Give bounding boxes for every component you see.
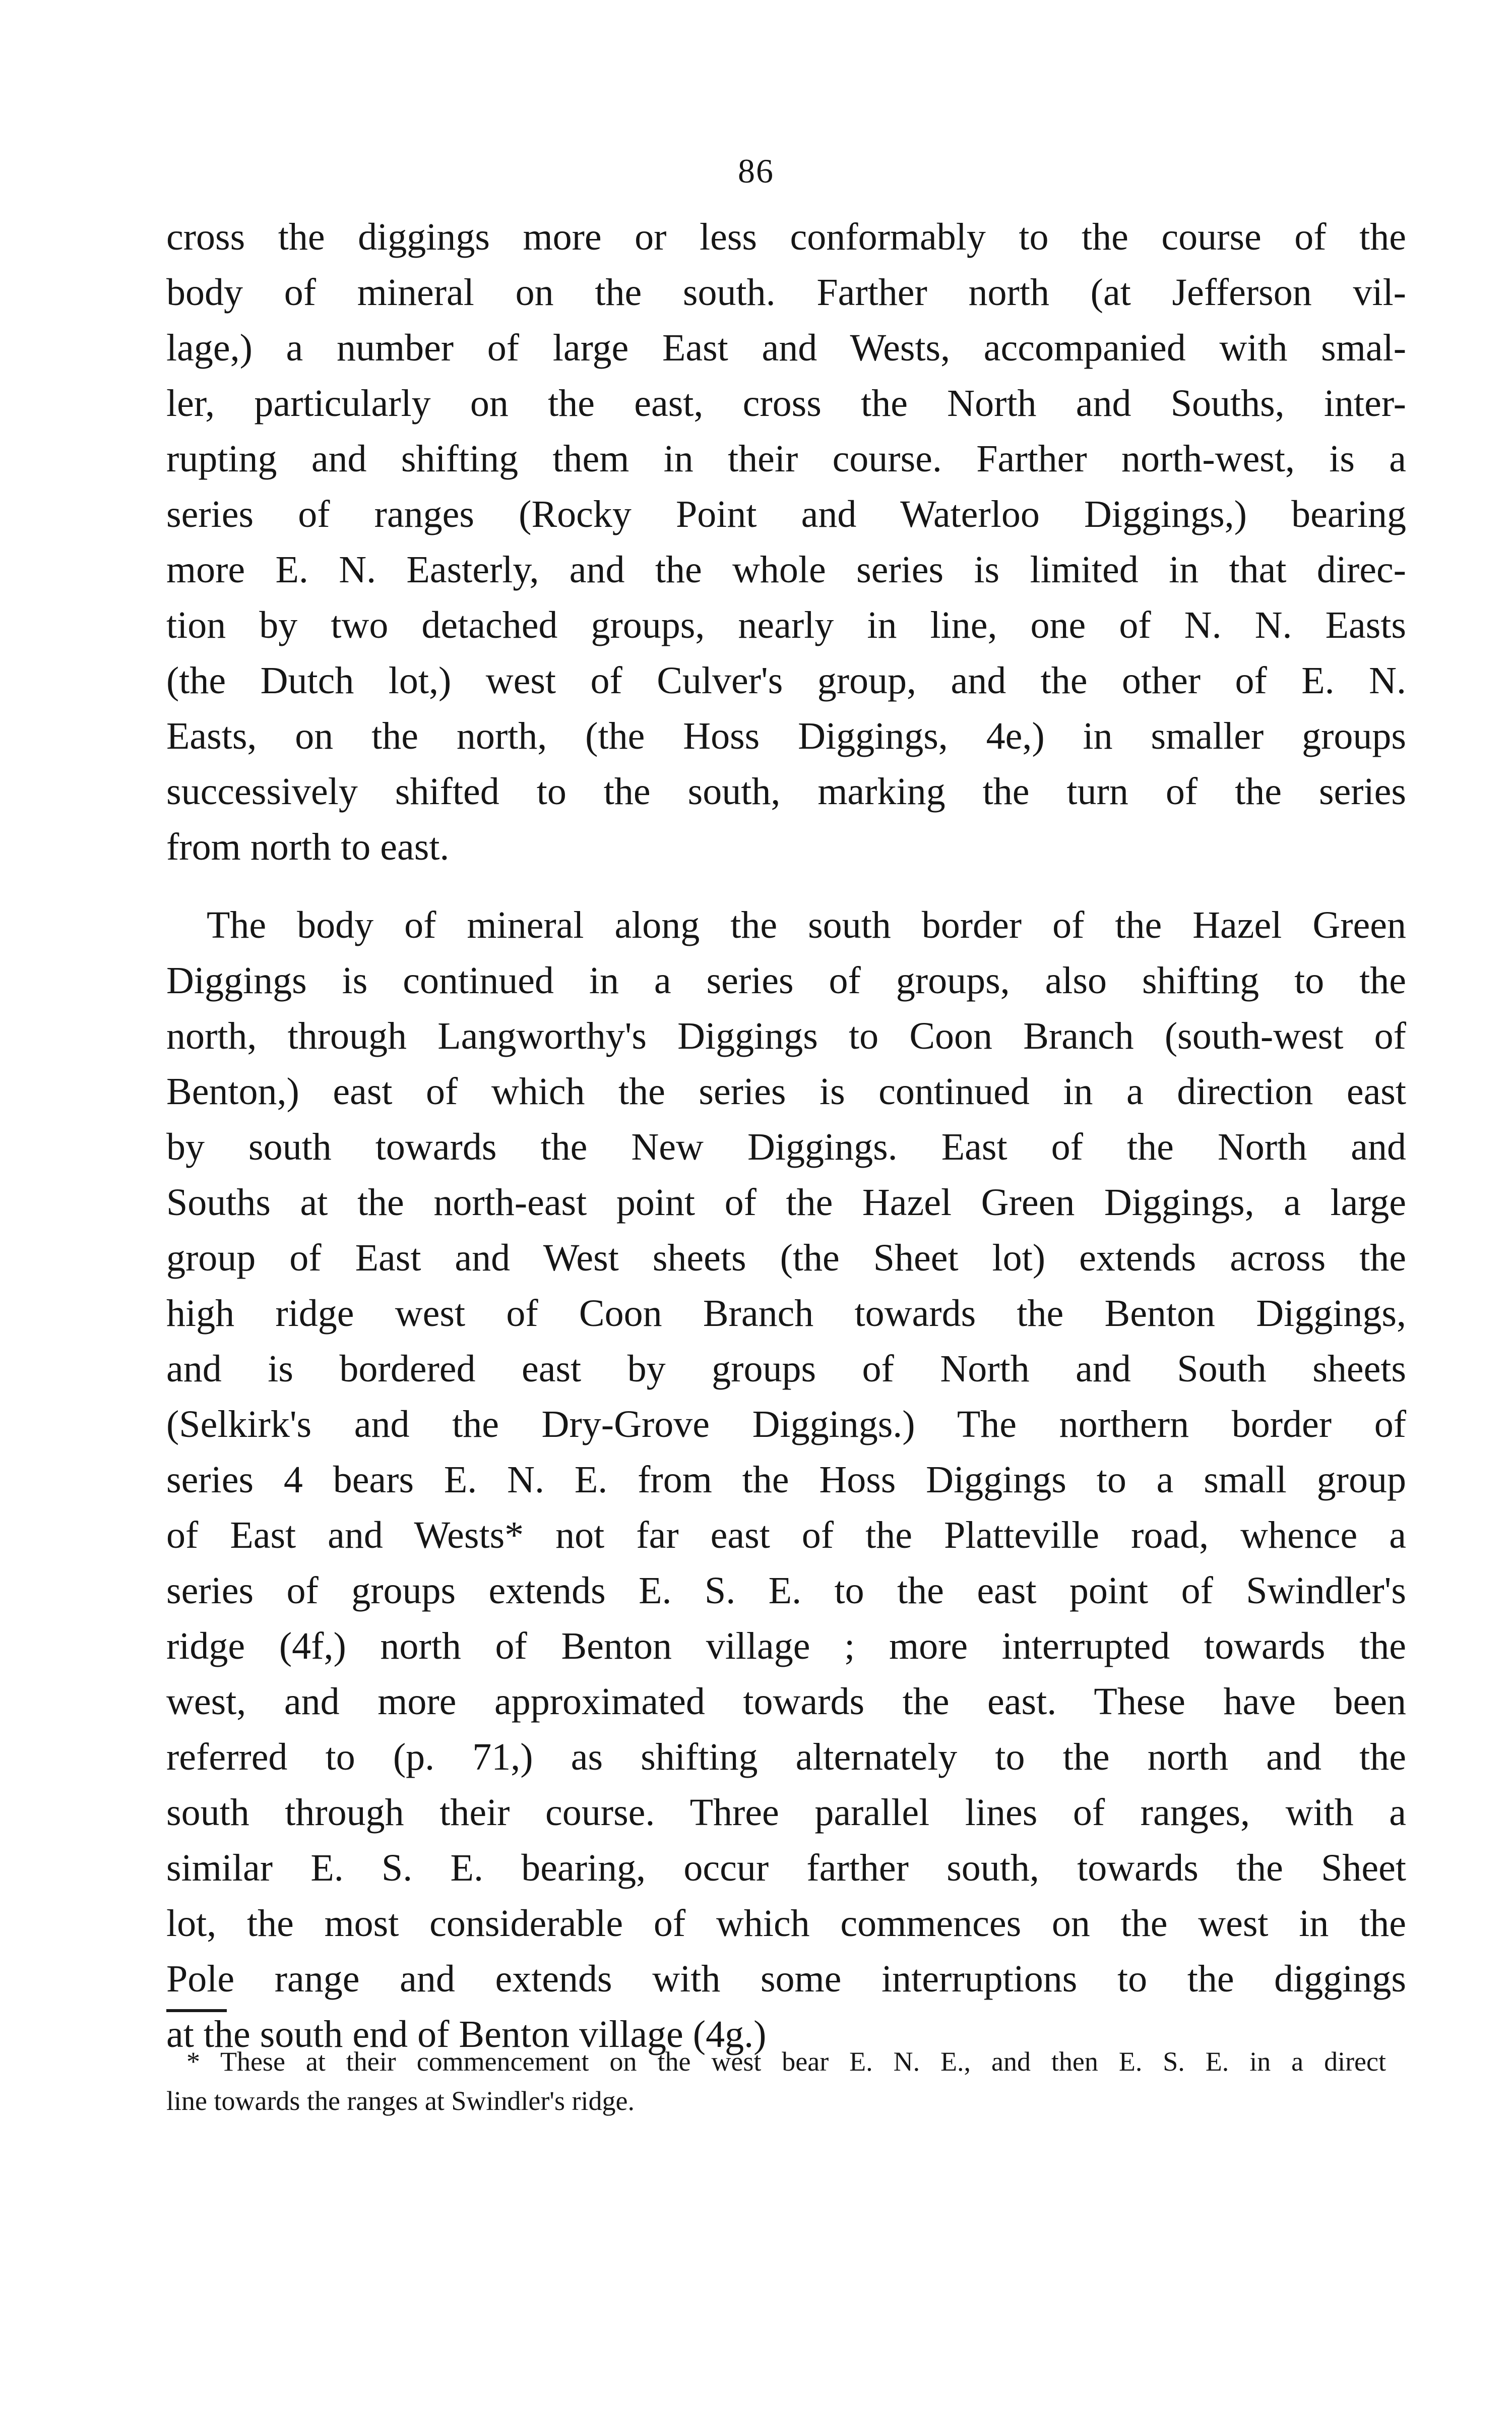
text-line: Easts, on the north, (the Hoss Diggings, 4e,) in smaller groups: [166, 715, 1406, 757]
text-line: and is bordered east by groups of North and South sheets: [166, 1348, 1406, 1390]
text-line: referred to (p. 71,) as shifting alternately to the north and the: [166, 1736, 1406, 1778]
text-line: cross the diggings more or less conformably to the course of the: [166, 216, 1406, 258]
text-line: west, and more approximated towards the east. These have been: [166, 1680, 1406, 1723]
text-line: (the Dutch lot,) west of Culver's group, and the other of E. N.: [166, 659, 1406, 702]
text-line: series 4 bears E. N. E. from the Hoss Diggings to a small group: [166, 1459, 1406, 1501]
paragraph-2: [166, 897, 1406, 2062]
text-line: Souths at the north-east point of the Hazel Green Diggings, a large: [166, 1181, 1406, 1224]
text-line: Pole range and extends with some interruptions to the diggings: [166, 1958, 1406, 2000]
text-line: The body of mineral along the south border of the Hazel Green: [207, 904, 1406, 946]
text-line: of East and Wests* not far east of the Platteville road, whence a: [166, 1514, 1406, 1556]
text-line: Diggings is continued in a series of groups, also shifting to the: [166, 959, 1406, 1002]
paragraph-1: [166, 209, 1406, 875]
footnote-line: * These at their commencement on the west bear E. N. E., and then E. S. E. in a direct: [186, 2046, 1386, 2077]
text-line: ridge (4f,) north of Benton village ; more interrupted towards the: [166, 1625, 1406, 1667]
text-line: south through their course. Three parallel lines of ranges, with a: [166, 1791, 1406, 1834]
text-line: rupting and shifting them in their course. Farther north-west, is a: [166, 438, 1406, 480]
text-line: body of mineral on the south. Farther north (at Jefferson vil-: [166, 271, 1406, 314]
text-line: high ridge west of Coon Branch towards the Benton Diggings,: [166, 1292, 1406, 1335]
text-line: more E. N. Easterly, and the whole series is limited in that direc-: [166, 549, 1406, 591]
text-line: north, through Langworthy's Diggings to Coon Branch (south-west of: [166, 1015, 1406, 1057]
text-line: similar E. S. E. bearing, occur farther south, towards the Sheet: [166, 1847, 1406, 1889]
text-line: group of East and West sheets (the Sheet lot) extends across the: [166, 1237, 1406, 1279]
text-line: lot, the most considerable of which commences on the west in the: [166, 1902, 1406, 1945]
text-line: lage,) a number of large East and Wests, accompanied with smal-: [166, 327, 1406, 369]
text-line: series of ranges (Rocky Point and Waterloo Diggings,) bearing: [166, 493, 1406, 535]
footnote: [166, 2042, 1386, 2121]
footnote-divider: [166, 2009, 227, 2012]
text-line: (Selkirk's and the Dry-Grove Diggings.) The northern border of: [166, 1403, 1406, 1445]
text-line: series of groups extends E. S. E. to the east point of Swindler's: [166, 1569, 1406, 1612]
text-line: from north to east.: [166, 826, 450, 868]
text-line: ler, particularly on the east, cross the North and Souths, inter-: [166, 382, 1406, 425]
page-number: 86: [738, 152, 774, 190]
text-line: successively shifted to the south, marking the turn of the series: [166, 770, 1406, 813]
text-line: tion by two detached groups, nearly in line, one of N. N. Easts: [166, 604, 1406, 646]
footnote-line: line towards the ranges at Swindler's ridge.: [166, 2086, 635, 2116]
text-line: Benton,) east of which the series is continued in a direction east: [166, 1070, 1406, 1113]
text-line: at the south end of Benton village (4g.): [166, 2013, 767, 2055]
text-line: by south towards the New Diggings. East of the North and: [166, 1126, 1406, 1168]
